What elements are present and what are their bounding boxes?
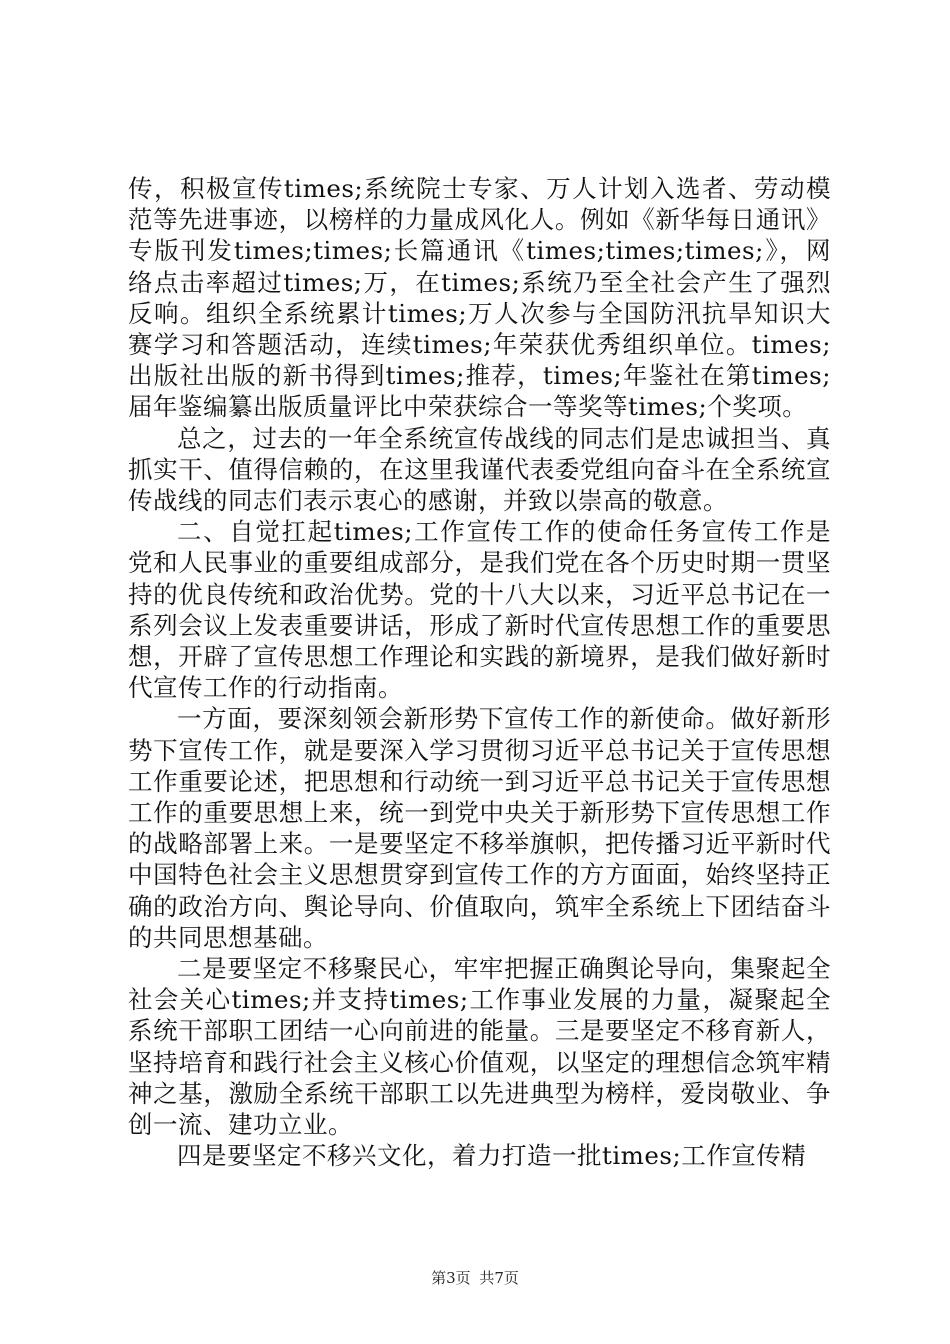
paragraph-1: 传，积极宣传times;系统院士专家、万人计划入选者、劳动模范等先进事迹，以榜样的力量成风化人。例如《新华每日通讯》专版刊发times;times;长篇通讯《times;times;times;》，网络点击率超过times;万，在times;系统乃至全社会产生了强烈反响。组织全系统累计times;万人次参与全国防汛抗旱知识大赛学习和答题活动，连续times;年荣获优秀组织单位。times;出版社出版的新书得到times;推荐，times;年鉴社在第times;届年鉴编纂出版质量评比中荣获综合一等奖等times;个奖项。 xyxy=(128,174,831,422)
paragraph-2: 总之，过去的一年全系统宣传战线的同志们是忠诚担当、真抓实干、值得信赖的，在这里我谨代表委党组向奋斗在全系统宣传战线的同志们表示衷心的感谢，并致以崇高的敬意。 xyxy=(128,423,831,516)
paragraph-5: 二是要坚定不移聚民心，牢牢把握正确舆论导向，集聚起全社会关心times;并支持times;工作事业发展的力量，凝聚起全系统干部职工团结一心向前进的能量。三是要坚定不移育新人，坚持培育和践行社会主义核心价值观，以坚定的理想信念筑牢精神之基，激励全系统干部职工以先进典型为榜样，爱岗敬业、争创一流、建功立业。 xyxy=(128,954,831,1140)
paragraph-6: 四是要坚定不移兴文化，着力打造一批times;工作宣传精 xyxy=(177,1141,807,1171)
page-number: 第3页 xyxy=(431,1269,471,1287)
paragraph-3: 二、自觉扛起times;工作宣传工作的使命任务宣传工作是党和人民事业的重要组成部分，是我们党在各个历史时期一贯坚持的优良传统和政治优势。党的十八大以来，习近平总书记在一系列会议上发表重要讲话，形成了新时代宣传思想工作的重要思想，开辟了宣传思想工作理论和实践的新境界，是我们做好新时代宣传工作的行动指南。 xyxy=(128,517,831,703)
document-body xyxy=(128,173,831,1172)
page-footer xyxy=(0,1268,950,1288)
paragraph-4: 一方面，要深刻领会新形势下宣传工作的新使命。做好新形势下宣传工作，就是要深入学习贯彻习近平总书记关于宣传思想工作重要论述，把思想和行动统一到习近平总书记关于宣传思想工作的重要思想上来，统一到党中央关于新形势下宣传思想工作的战略部署上来。一是要坚定不移举旗帜，把传播习近平新时代中国特色社会主义思想贯穿到宣传工作的方方面面，始终坚持正确的政治方向、舆论导向、价值取向，筑牢全系统上下团结奋斗的共同思想基础。 xyxy=(128,704,831,952)
page-total: 共7页 xyxy=(479,1269,519,1287)
